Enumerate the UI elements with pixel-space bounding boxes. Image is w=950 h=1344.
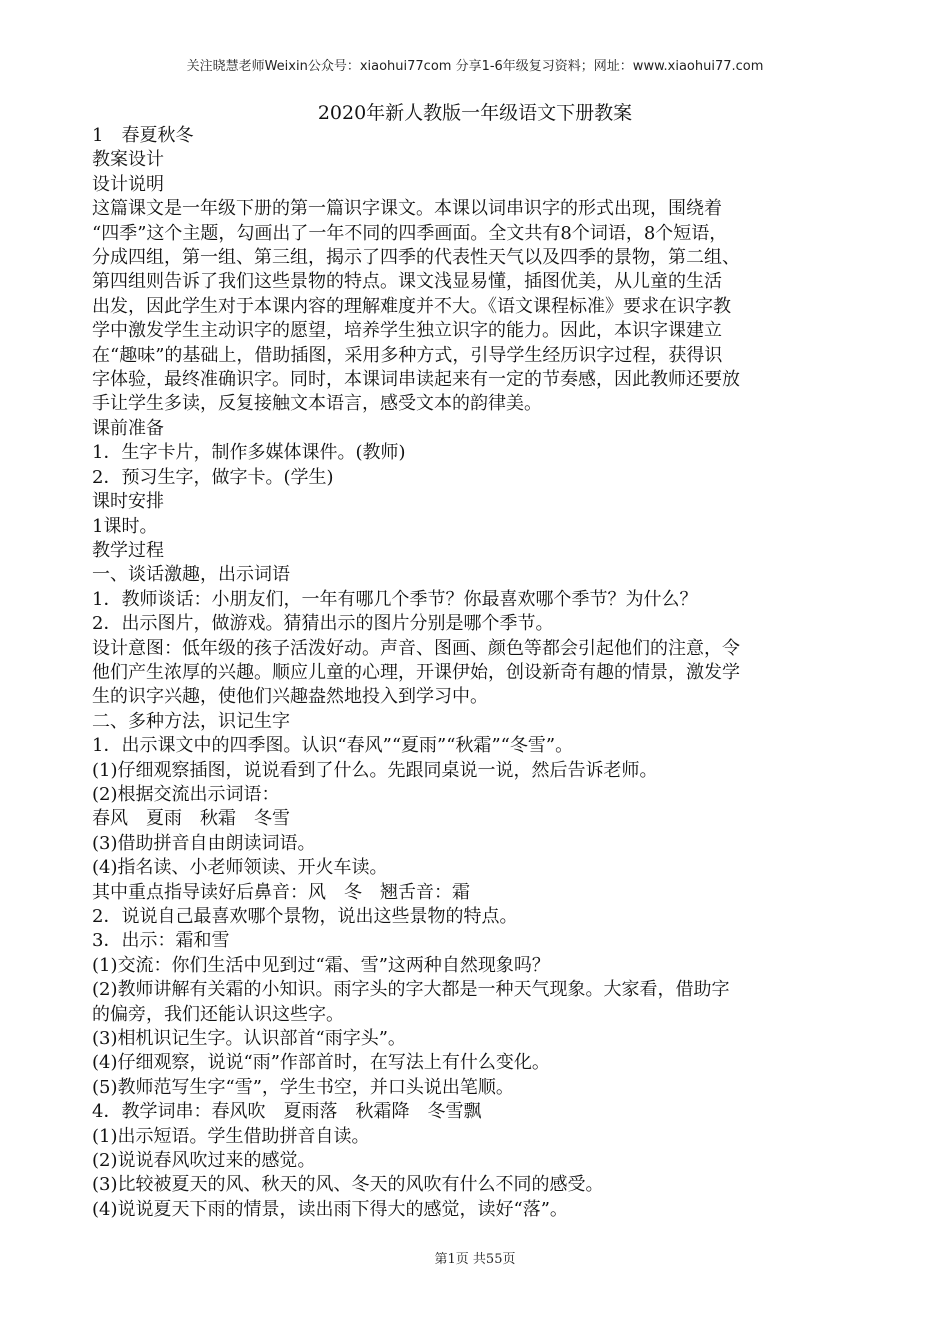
text-line: 的偏旁，我们还能认识这些字。 bbox=[92, 1003, 344, 1025]
text-line: (2)说说春风吹过来的感觉。 bbox=[92, 1150, 316, 1172]
text-line: 课时安排 bbox=[92, 491, 164, 513]
text-line: (5)教师范写生字“雪”，学生书空，并口头说出笔顺。 bbox=[92, 1076, 514, 1098]
text-line: 教学过程 bbox=[92, 539, 164, 561]
text-line: 1课时。 bbox=[92, 515, 158, 537]
text-line: 出发，因此学生对于本课内容的理解难度并不大。《语文课程标准》要求在识字教 bbox=[92, 295, 731, 317]
text-line: 他们产生浓厚的兴趣。顺应儿童的心理，开课伊始，创设新奇有趣的情景，激发学 bbox=[92, 661, 740, 683]
text-line: 学中激发学生主动识字的愿望，培养学生独立识字的能力。因此，本识字课建立 bbox=[92, 320, 722, 342]
text-line: (1)出示短语。学生借助拼音自读。 bbox=[92, 1125, 370, 1147]
text-line: (3)比较被夏天的风、秋天的风、冬天的风吹有什么不同的感受。 bbox=[92, 1174, 604, 1196]
text-line: 在“趣味”的基础上，借助插图，采用多种方式，引导学生经历识字过程，获得识 bbox=[92, 344, 723, 366]
text-line: 这篇课文是一年级下册的第一篇识字课文。本课以词串识字的形式出现，围绕着 bbox=[92, 198, 722, 220]
text-line: 1．生字卡片，制作多媒体课件。(教师) bbox=[92, 442, 406, 464]
document-body bbox=[92, 124, 862, 1222]
text-line: (4)指名读、小老师领读、开火车读。 bbox=[92, 857, 388, 879]
text-line: 一、谈话激趣，出示词语 bbox=[92, 564, 290, 586]
text-line: 2．预习生字，做字卡。(学生) bbox=[92, 466, 334, 488]
text-line: (4)说说夏天下雨的情景，读出雨下得大的感觉，读好“落”。 bbox=[92, 1198, 568, 1220]
text-line: 3．出示：霜和雪 bbox=[92, 930, 230, 952]
text-line: 教案设计 bbox=[92, 149, 164, 171]
text-line: 二、多种方法，识记生字 bbox=[92, 710, 290, 732]
text-line: (4)仔细观察，说说“雨”作部首时，在写法上有什么变化。 bbox=[92, 1052, 550, 1074]
text-line: 字体验，最终准确识字。同时，本课词串读起来有一定的节奏感，因此教师还要放 bbox=[92, 369, 740, 391]
text-line: (2)根据交流出示词语： bbox=[92, 783, 280, 805]
text-line: 1 春夏秋冬 bbox=[92, 125, 194, 146]
text-line: 2．出示图片，做游戏。猜猜出示的图片分别是哪个季节。 bbox=[92, 613, 554, 635]
text-line: 生的识字兴趣，使他们兴趣盎然地投入到学习中。 bbox=[92, 686, 488, 708]
text-line: 1．教师谈话：小朋友们，一年有哪几个季节？你最喜欢哪个季节？为什么？ bbox=[92, 588, 698, 610]
text-line: (1)交流：你们生活中见到过“霜、雪”这两种自然现象吗？ bbox=[92, 954, 550, 976]
text-line: 手让学生多读，反复接触文本语言，感受文本的韵律美。 bbox=[92, 393, 542, 415]
text-line: (3)借助拼音自由朗读词语。 bbox=[92, 832, 316, 854]
text-line: 第四组则告诉了我们这些景物的特点。课文浅显易懂，插图优美，从儿童的生活 bbox=[92, 271, 722, 293]
text-line: 4．教学词串：春风吹 夏雨落 秋霜降 冬雪飘 bbox=[92, 1101, 482, 1123]
text-line: 分成四组，第一组、第三组，揭示了四季的代表性天气以及四季的景物，第二组、 bbox=[92, 247, 740, 269]
text-line: (2)教师讲解有关霜的小知识。雨字头的字大都是一种天气现象。大家看，借助字 bbox=[92, 979, 730, 1001]
text-line: “四季”这个主题，勾画出了一年不同的四季画面。全文共有8个词语，8个短语， bbox=[92, 222, 728, 244]
header-note: 关注晓慧老师Weixin公众号：xiaohui77com 分享1-6年级复习资料；网址：www.xiaohui77.com bbox=[186, 59, 764, 74]
document-title: 2020年新人教版一年级语文下册教案 bbox=[317, 102, 633, 124]
page-number-footer: 第1页 共55页 bbox=[434, 1252, 516, 1267]
text-line: 1．出示课文中的四季图。认识“春风”“夏雨”“秋霜”“冬雪”。 bbox=[92, 735, 574, 757]
text-line: (1)仔细观察插图，说说看到了什么。先跟同桌说一说，然后告诉老师。 bbox=[92, 759, 658, 781]
text-line: 春风 夏雨 秋霜 冬雪 bbox=[92, 808, 290, 830]
text-line: 设计说明 bbox=[92, 173, 164, 195]
text-line: 课前准备 bbox=[92, 417, 164, 439]
text-line: 其中重点指导读好后鼻音：风 冬 翘舌音：霜 bbox=[92, 881, 470, 903]
text-line: (3)相机识记生字。认识部首“雨字头”。 bbox=[92, 1028, 406, 1050]
text-line: 设计意图：低年级的孩子活泼好动。声音、图画、颜色等都会引起他们的注意，令 bbox=[92, 637, 740, 659]
text-line: 2．说说自己最喜欢哪个景物，说出这些景物的特点。 bbox=[92, 906, 518, 927]
